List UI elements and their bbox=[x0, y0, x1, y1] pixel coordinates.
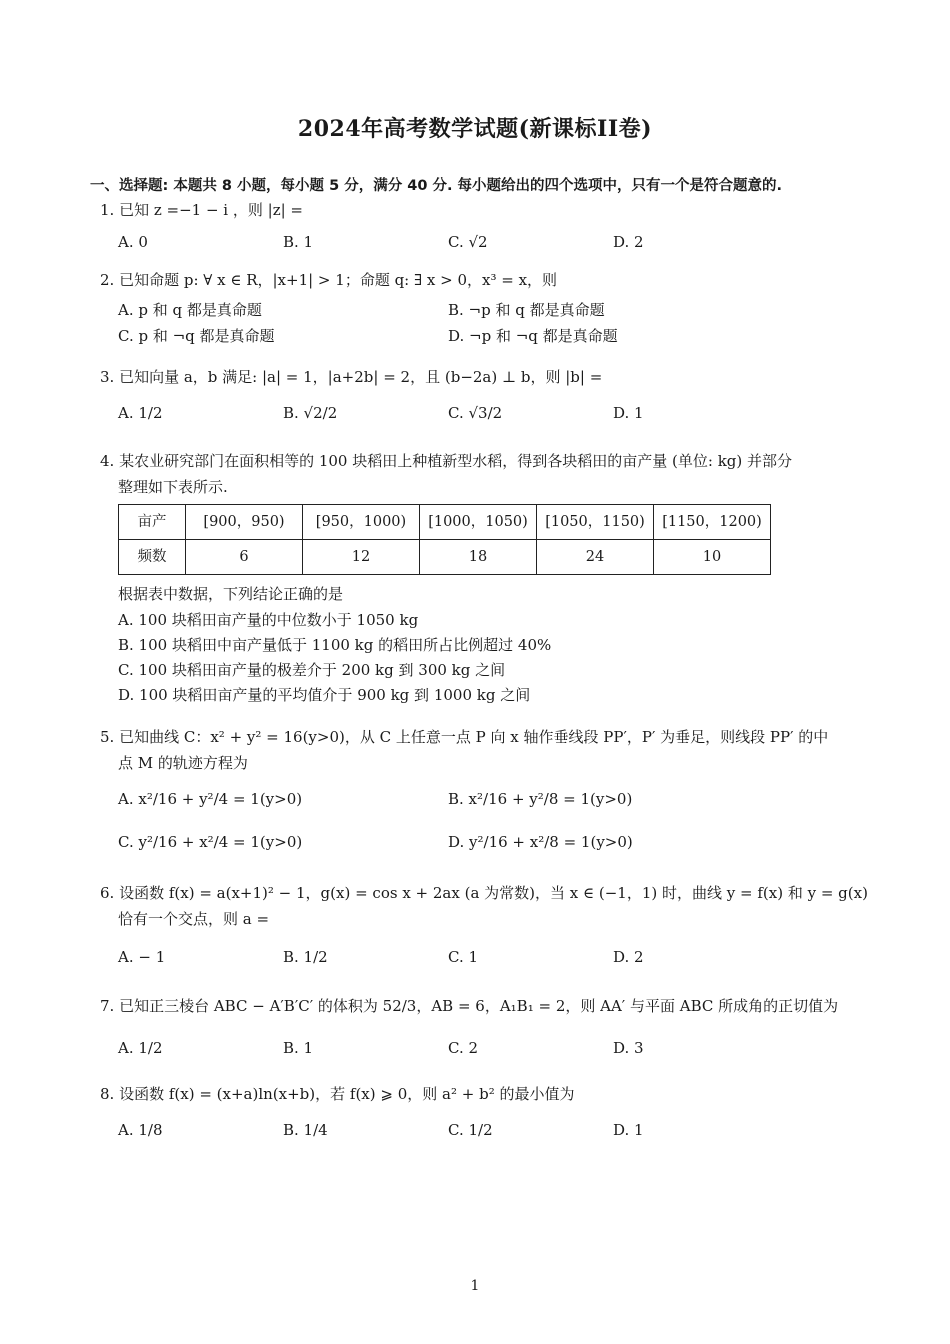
q7-option-a: A. 1/2 bbox=[118, 1039, 163, 1057]
question-6-stem-line2: 恰有一个交点，则 a = bbox=[118, 910, 270, 928]
question-2-stem: 2. 已知命题 p: ∀ x ∈ R，|x+1| > 1；命题 q: ∃ x > 0，x³ = x，则 bbox=[100, 271, 558, 289]
question-5-stem-line2: 点 M 的轨迹方程为 bbox=[118, 754, 248, 772]
q2-option-c: C. p 和 ¬q 都是真命题 bbox=[118, 327, 275, 345]
question-5-stem-line1: 5. 已知曲线 C：x² + y² = 16(y>0)，从 C 上任意一点 P 向 x 轴作垂线段 PP′，P′ 为垂足，则线段 PP′ 的中 bbox=[100, 728, 829, 746]
question-7-stem: 7. 已知正三棱台 ABC − A′B′C′ 的体积为 52/3，AB = 6，A₁B₁ = 2，则 AA′ 与平面 ABC 所成角的正切值为 bbox=[100, 997, 839, 1015]
section-heading: 一、选择题: 本题共 8 小题，每小题 5 分，满分 40 分. 每小题给出的四个选项中，只有一个是符合题意的. bbox=[90, 178, 783, 194]
table-row bbox=[119, 505, 771, 540]
table-cell: 12 bbox=[303, 540, 420, 575]
question-8-stem: 8. 设函数 f(x) = (x+a)ln(x+b)，若 f(x) ⩾ 0，则 a² + b² 的最小值为 bbox=[100, 1085, 575, 1103]
question-6 bbox=[100, 880, 870, 978]
question-2 bbox=[100, 267, 870, 349]
page-number: 1 bbox=[470, 1278, 480, 1294]
page-title: 2024年高考数学试题(新课标II卷) bbox=[297, 116, 653, 142]
q6-option-a: A. − 1 bbox=[118, 948, 166, 966]
q5-option-a: A. x²/16 + y²/4 = 1(y>0) bbox=[118, 790, 303, 808]
question-4-stem-line1: 4. 某农业研究部门在面积相等的 100 块稻田上种植新型水稻，得到各块稻田的亩产量 (单位: kg) 并部分 bbox=[100, 452, 793, 470]
q6-option-c: C. 1 bbox=[448, 948, 479, 966]
q3-option-b: B. √2/2 bbox=[283, 404, 338, 422]
q2-option-d: D. ¬p 和 ¬q 都是真命题 bbox=[448, 327, 618, 345]
table-cell: 10 bbox=[654, 540, 771, 575]
table-cell: [1000，1050) bbox=[420, 505, 537, 540]
q8-option-a: A. 1/8 bbox=[118, 1121, 163, 1139]
q8-option-c: C. 1/2 bbox=[448, 1121, 493, 1139]
q5-option-b: B. x²/16 + y²/8 = 1(y>0) bbox=[448, 790, 633, 808]
q1-option-b: B. 1 bbox=[283, 233, 314, 251]
question-1-stem: 1. 已知 z =−1 − i ，则 |z| = bbox=[100, 201, 303, 219]
q3-option-a: A. 1/2 bbox=[118, 404, 163, 422]
question-8 bbox=[100, 1081, 870, 1151]
question-4-prompt: 根据表中数据，下列结论正确的是 bbox=[118, 585, 344, 603]
q6-option-d: D. 2 bbox=[613, 948, 644, 966]
q1-option-a: A. 0 bbox=[118, 233, 148, 251]
q5-option-d: D. y²/16 + x²/8 = 1(y>0) bbox=[448, 833, 633, 851]
table-cell: [950，1000) bbox=[303, 505, 420, 540]
q7-option-d: D. 3 bbox=[613, 1039, 644, 1057]
q4-option-c: C. 100 块稻田亩产量的极差介于 200 kg 到 300 kg 之间 bbox=[118, 661, 506, 679]
q2-option-a: A. p 和 q 都是真命题 bbox=[118, 301, 262, 319]
q3-option-c: C. √3/2 bbox=[448, 404, 503, 422]
yield-table bbox=[118, 504, 771, 575]
question-4-stem-line2: 整理如下表所示. bbox=[118, 478, 228, 496]
table-cell: [900，950) bbox=[186, 505, 303, 540]
table-header-cell: 亩产 bbox=[119, 505, 186, 540]
q7-option-c: C. 2 bbox=[448, 1039, 479, 1057]
q7-option-b: B. 1 bbox=[283, 1039, 314, 1057]
table-cell: [1050，1150) bbox=[537, 505, 654, 540]
q8-option-d: D. 1 bbox=[613, 1121, 644, 1139]
table-cell: [1150，1200) bbox=[654, 505, 771, 540]
table-row bbox=[119, 540, 771, 575]
question-5 bbox=[100, 724, 870, 872]
question-3 bbox=[100, 364, 870, 434]
table-cell: 6 bbox=[186, 540, 303, 575]
question-4 bbox=[100, 448, 870, 707]
table-cell: 18 bbox=[420, 540, 537, 575]
q4-option-d: D. 100 块稻田亩产量的平均值介于 900 kg 到 1000 kg 之间 bbox=[118, 686, 531, 704]
q2-option-b: B. ¬p 和 q 都是真命题 bbox=[448, 301, 605, 319]
question-3-stem: 3. 已知向量 a，b 满足: |a| = 1，|a+2b| = 2，且 (b−2a) ⊥ b，则 |b| = bbox=[100, 368, 603, 386]
q1-option-d: D. 2 bbox=[613, 233, 644, 251]
question-6-stem-line1: 6. 设函数 f(x) = a(x+1)² − 1，g(x) = cos x + 2ax (a 为常数)，当 x ∈ (−1，1) 时，曲线 y = f(x) 和 y = g(x) bbox=[100, 884, 868, 902]
table-header-cell: 频数 bbox=[119, 540, 186, 575]
q3-option-d: D. 1 bbox=[613, 404, 644, 422]
q4-option-b: B. 100 块稻田中亩产量低于 1100 kg 的稻田所占比例超过 40% bbox=[118, 636, 552, 654]
question-1 bbox=[100, 197, 870, 263]
q6-option-b: B. 1/2 bbox=[283, 948, 328, 966]
q8-option-b: B. 1/4 bbox=[283, 1121, 328, 1139]
q4-option-a: A. 100 块稻田亩产量的中位数小于 1050 kg bbox=[118, 611, 419, 629]
question-7 bbox=[100, 993, 870, 1069]
table-cell: 24 bbox=[537, 540, 654, 575]
q5-option-c: C. y²/16 + x²/4 = 1(y>0) bbox=[118, 833, 303, 851]
q1-option-c: C. √2 bbox=[448, 233, 488, 251]
